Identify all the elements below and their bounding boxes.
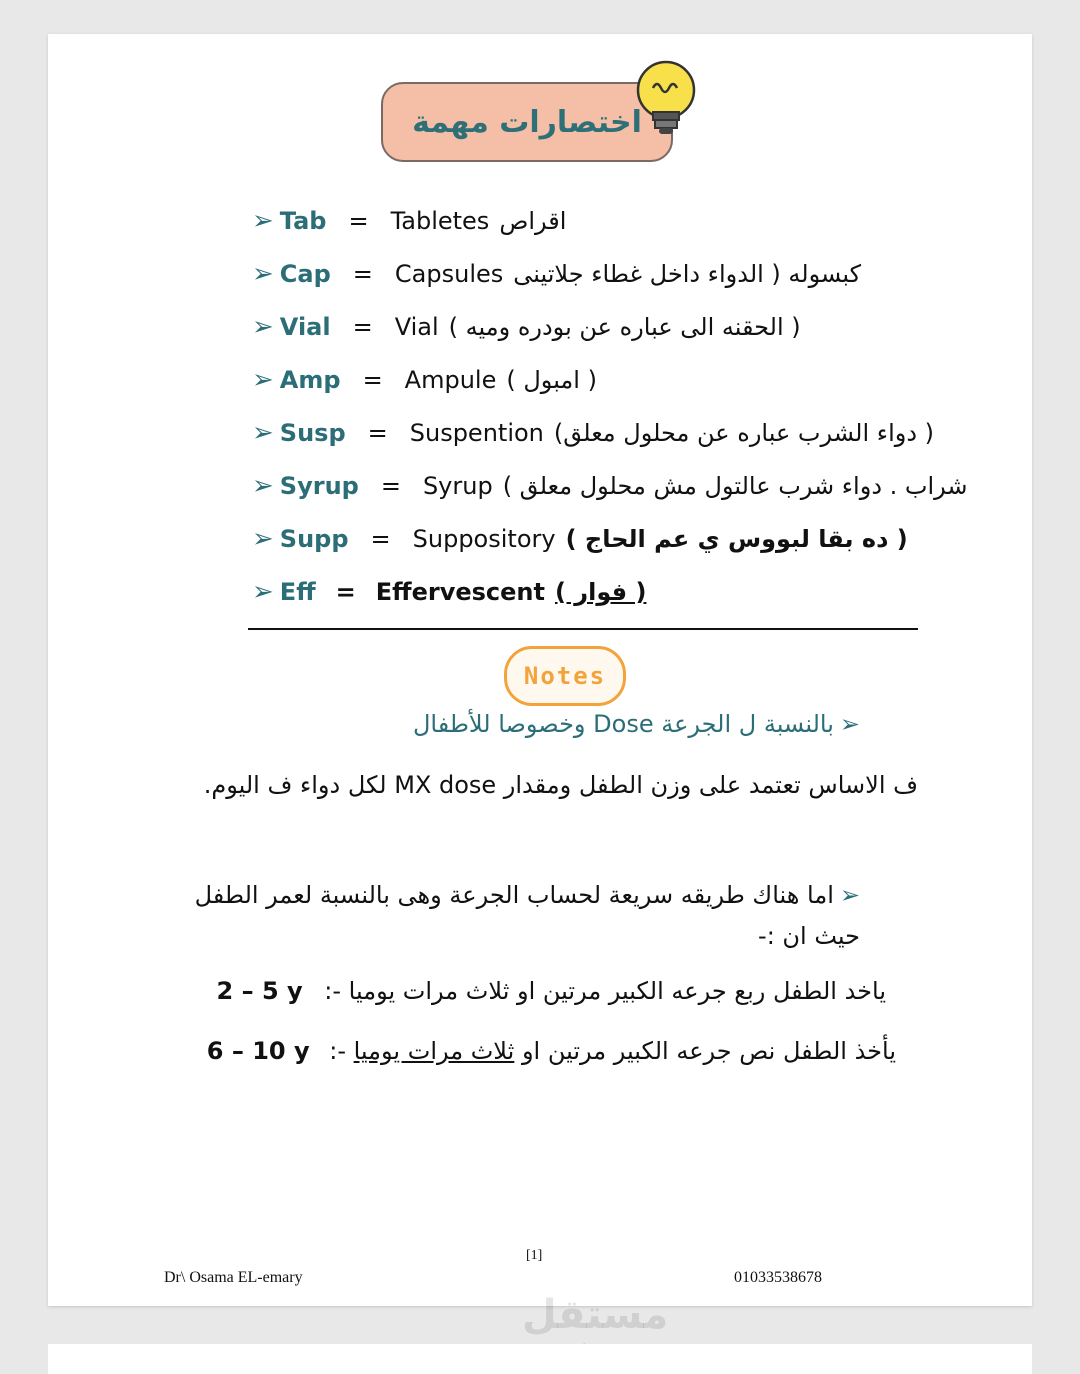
- dose-rule-2: [207, 1037, 896, 1065]
- abbr-full: Ampule: [404, 366, 497, 394]
- watermark-logo: مستقل: [522, 1292, 669, 1338]
- bullet-arrow-icon: ➢: [252, 365, 274, 395]
- abbr-code: Susp: [279, 419, 346, 447]
- abbr-arabic: ( دواء الشرب عباره عن محلول معلق): [553, 419, 934, 447]
- equals-sign: =: [380, 472, 401, 500]
- abbr-row-cap: [252, 256, 861, 292]
- bullet-arrow-icon: ➢: [252, 471, 274, 501]
- abbr-code: Syrup: [279, 472, 359, 500]
- equals-sign: =: [352, 260, 373, 288]
- abbr-full: Tabletes: [390, 207, 490, 235]
- abbr-code: Eff: [279, 578, 316, 606]
- abbr-arabic: شراب . دواء شرب عالتول مش محلول معلق ): [502, 472, 968, 500]
- next-page-edge: [48, 1344, 1032, 1374]
- abbr-full: Suppository: [412, 525, 556, 553]
- rule-2-age: 6 – 10 y: [206, 1037, 310, 1065]
- rule-2-text: يأخذ الطفل نص جرعه الكبير مرتين او: [521, 1037, 896, 1065]
- abbr-full: Capsules: [394, 260, 504, 288]
- notes-badge: Notes: [504, 646, 626, 706]
- rule-1-text: ياخد الطفل ربع جرعه الكبير مرتين او ثلاث مرات يوميا -:: [324, 977, 886, 1005]
- quick-heading-text: اما هناك طريقه سريعة لحساب الجرعة وهى بالنسبة لعمر الطفل: [194, 881, 834, 909]
- bullet-arrow-icon: ➢: [252, 524, 274, 554]
- bullet-arrow-icon: ➢: [252, 259, 274, 289]
- rule-2-text-underlined: ثلاث مرات يوميا: [353, 1037, 515, 1065]
- footer-author: Dr\ Osama EL-emary: [164, 1269, 303, 1286]
- abbr-code: Tab: [279, 207, 327, 235]
- equals-sign: =: [335, 578, 356, 606]
- dose-heading-text: بالنسبة ل الجرعة Dose وخصوصا للأطفال: [412, 710, 834, 738]
- abbr-arabic: ( الحقنه الى عباره عن بودره وميه ): [448, 313, 801, 341]
- abbr-row-tab: [252, 203, 566, 239]
- abbr-row-supp: [252, 521, 908, 557]
- equals-sign: =: [352, 313, 373, 341]
- abbr-full: Syrup: [422, 472, 493, 500]
- bullet-arrow-icon: ➢: [839, 710, 860, 738]
- equals-sign: =: [348, 207, 369, 235]
- equals-sign: =: [370, 525, 391, 553]
- equals-sign: =: [367, 419, 388, 447]
- section-divider: [248, 628, 918, 630]
- abbr-arabic: كبسوله ( الدواء داخل غطاء جلاتينى: [513, 260, 862, 288]
- dose-rule-1: [217, 977, 886, 1005]
- bullet-arrow-icon: ➢: [252, 577, 274, 607]
- abbr-row-syrup: [252, 468, 968, 504]
- page-title: اختصارات مهمة: [412, 104, 642, 140]
- title-banner: [381, 82, 673, 162]
- dose-text: ف الاساس تعتمد على وزن الطفل ومقدار MX dose لكل دواء ف اليوم.: [203, 771, 918, 799]
- rule-1-age: 2 – 5 y: [216, 977, 303, 1005]
- page-number: [1]: [526, 1248, 543, 1263]
- document-page: [48, 34, 1032, 1338]
- abbr-row-vial: [252, 309, 801, 345]
- abbr-code: Vial: [279, 313, 331, 341]
- bullet-arrow-icon: ➢: [839, 881, 860, 909]
- quick-heading-2: حيث ان :-: [758, 922, 860, 950]
- bullet-arrow-icon: ➢: [252, 312, 274, 342]
- abbr-row-eff: [252, 574, 646, 610]
- rule-2-sep: -:: [329, 1037, 354, 1065]
- abbr-full: Effervescent: [375, 578, 545, 606]
- abbr-code: Cap: [279, 260, 331, 288]
- abbr-arabic: ( امبول ): [506, 366, 597, 394]
- lightbulb-icon: [633, 60, 699, 140]
- abbr-code: Amp: [279, 366, 341, 394]
- abbr-full: Vial: [394, 313, 439, 341]
- abbr-arabic: اقراص: [499, 207, 567, 235]
- dose-heading: [413, 710, 860, 738]
- quick-heading: [195, 881, 860, 909]
- abbr-arabic: ( فوار ): [554, 578, 647, 606]
- abbr-full: Suspention: [409, 419, 544, 447]
- abbr-row-susp: [252, 415, 934, 451]
- abbr-arabic: ( ده بقا لبووس ي عم الحاج ): [565, 525, 908, 553]
- footer-phone: 01033538678: [734, 1269, 822, 1286]
- abbr-row-amp: [252, 362, 597, 398]
- equals-sign: =: [362, 366, 383, 394]
- bullet-arrow-icon: ➢: [252, 418, 274, 448]
- abbr-code: Supp: [279, 525, 349, 553]
- bullet-arrow-icon: ➢: [252, 206, 274, 236]
